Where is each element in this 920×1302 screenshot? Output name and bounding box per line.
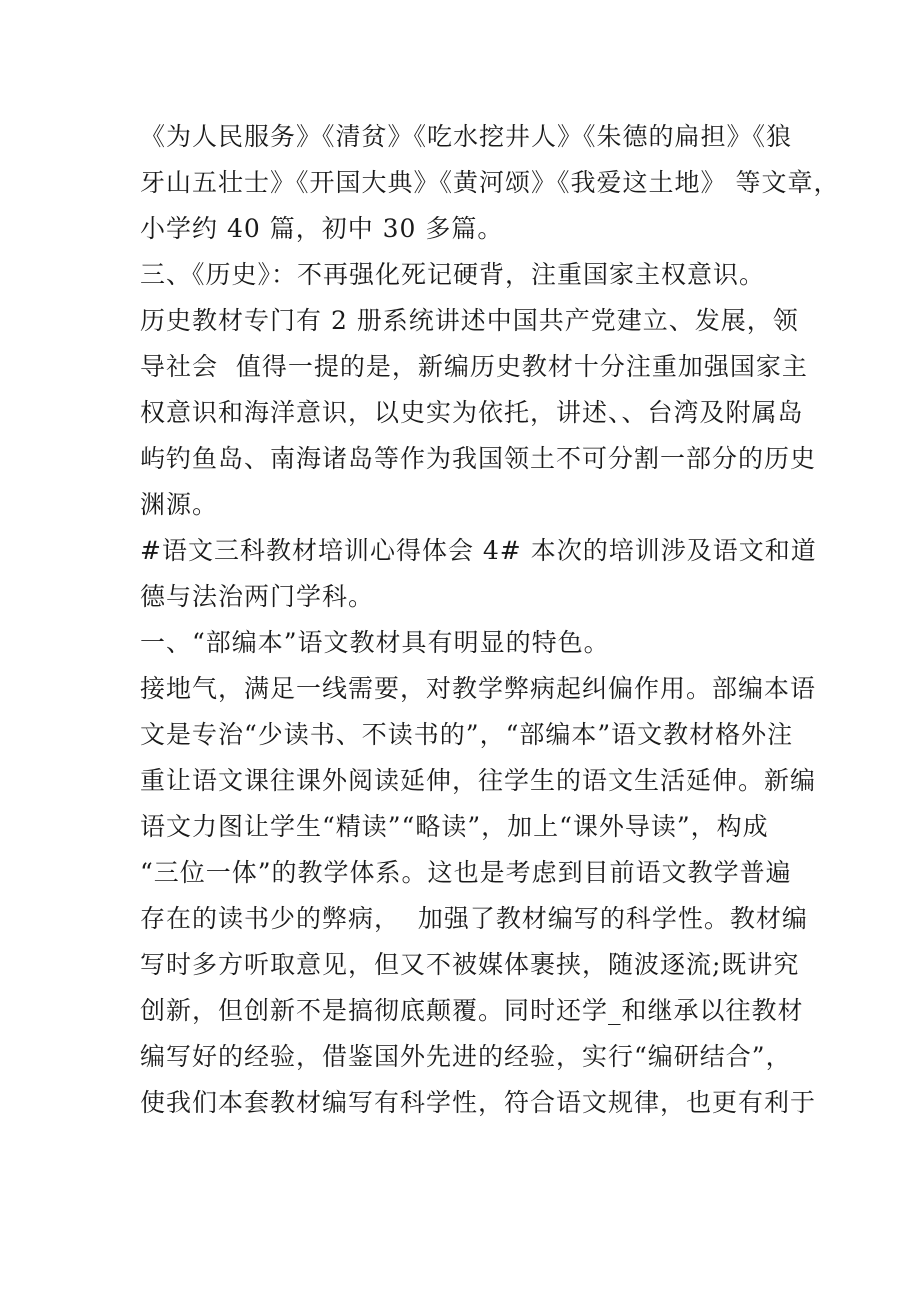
text-line: 小学约 40 篇，初中 30 多篇。 <box>140 214 504 243</box>
text-line: 德与法治两门学科。 <box>140 582 375 611</box>
text-line: 写时多方听取意见，但又不被媒体裹挟，随波逐流;既讲究 <box>140 950 800 979</box>
text-line: “三位一体”的教学体系。这也是考虑到目前语文教学普遍 <box>140 858 792 887</box>
text-line: 存在的读书少的弊病， 加强了教材编写的科学性。教材编 <box>140 904 808 933</box>
text-line: 渊源。 <box>140 490 219 519</box>
text-line: 导社会 值得一提的是，新编历史教材十分注重加强国家主 <box>140 352 808 381</box>
text-line: 编写好的经验，借鉴国外先进的经验，实行“编研结合”， <box>140 1042 792 1071</box>
text-line: 文是专治“少读书、不读书的”，“部编本”语文教材格外注 <box>140 720 794 749</box>
document-body <box>140 114 840 1126</box>
text-line: 创新，但创新不是搞彻底颠覆。同时还学_和继承以往教材 <box>140 996 804 1025</box>
text-line: 一、“部编本”语文教材具有明显的特色。 <box>140 628 610 657</box>
text-line: 语文力图让学生“精读”“略读”，加上“课外导读”，构成 <box>140 812 769 841</box>
text-line: 三、《历史》：不再强化死记硬背，注重国家主权意识。 <box>140 260 766 289</box>
text-line: 接地气，满足一线需要，对教学弊病起纠偏作用。部编本语 <box>140 674 817 703</box>
text-line: 《为人民服务》《清贫》《吃水挖井人》《朱德的扁担》《狼 <box>140 122 793 151</box>
text-line: 屿钓鱼岛、南海诸岛等作为我国领土不可分割一部分的历史 <box>140 444 817 473</box>
text-line: 牙山五壮士》《开国大典》《黄河颂》《我爱这土地》 等文章， <box>140 168 840 197</box>
text-line: #语文三科教材培训心得体会 4# 本次的培训涉及语文和道 <box>140 536 817 565</box>
text-line: 重让语文课往课外阅读延伸，往学生的语文生活延伸。新编 <box>140 766 817 795</box>
text-line: 使我们本套教材编写有科学性，符合语文规律，也更有利于 <box>140 1088 817 1117</box>
text-line: 权意识和海洋意识，以史实为依托，讲述、、台湾及附属岛 <box>140 398 804 427</box>
text-line: 历史教材专门有 2 册系统讲述中国共产党建立、发展，领 <box>140 306 799 335</box>
